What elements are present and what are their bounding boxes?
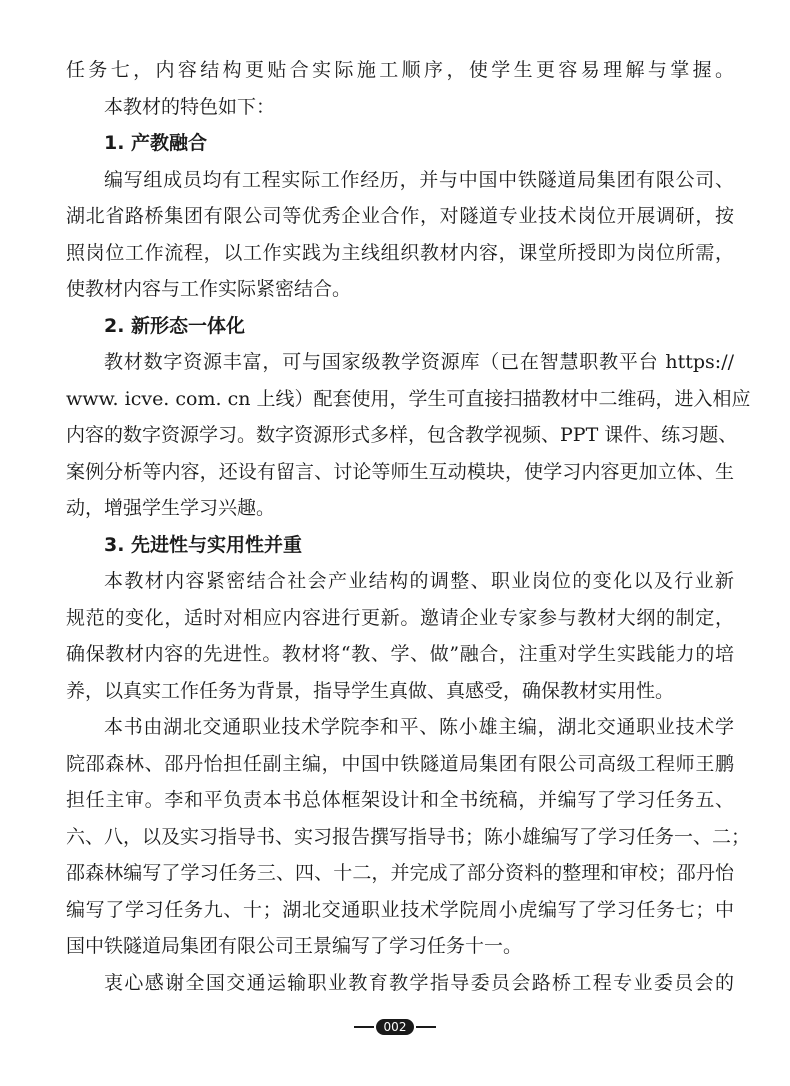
text-line: 内容的数字资源学习。数字资源形式多样，包含教学视频、PPT 课件、练习题、	[66, 424, 738, 446]
text-line: 国中铁隧道局集团有限公司王景编写了学习任务十一。	[66, 935, 523, 957]
text-line: 案例分析等内容，还设有留言、讨论等师生互动模块，使学习内容更加立体、生	[66, 460, 734, 483]
text-line: 规范的变化，适时对相应内容进行更新。邀请企业专家参与教材大纲的制定，	[66, 606, 734, 629]
text-line: 湖北省路桥集团有限公司等优秀企业合作，对隧道专业技术岗位开展调研，按	[66, 205, 734, 227]
text-line: 任务七，内容结构更贴合实际施工顺序，使学生更容易理解与掌握。	[66, 59, 734, 81]
section-heading-1: 1. 产教融合	[104, 132, 208, 154]
text-line: 本教材内容紧密结合社会产业结构的调整、职业岗位的变化以及行业新	[104, 570, 734, 592]
section-heading-3: 3. 先进性与实用性并重	[104, 533, 303, 556]
text-line: 动，增强学生学习兴趣。	[66, 497, 276, 519]
section-heading-2: 2. 新形态一体化	[104, 314, 246, 337]
text-line: 院邵森林、邵丹怡担任副主编，中国中铁隧道局集团有限公司高级工程师王鹏	[66, 752, 734, 775]
text-line: 衷心感谢全国交通运输职业教育教学指导委员会路桥工程专业委员会的	[104, 971, 734, 994]
text-line: 本书由湖北交通职业技术学院李和平、陈小雄主编，湖北交通职业技术学	[104, 716, 734, 738]
text-line: 编写了学习任务九、十；湖北交通职业技术学院周小虎编写了学习任务七；中	[66, 898, 734, 921]
text-line: 邵森林编写了学习任务三、四、十二，并完成了部分资料的整理和审校；邵丹怡	[66, 862, 734, 884]
text-line: 使教材内容与工作实际紧密结合。	[66, 278, 352, 300]
text-line: 六、八，以及实习指导书、实习报告撰写指导书；陈小雄编写了学习任务一、二；	[66, 825, 751, 848]
footer-rule-left	[354, 1026, 374, 1028]
text-line: 担任主审。李和平负责本书总体框架设计和全书统稿，并编写了学习任务五、	[66, 789, 734, 811]
text-line: 确保教材内容的先进性。教材将“教、学、做”融合，注重对学生实践能力的培	[66, 643, 734, 665]
footer-rule-right	[416, 1026, 436, 1028]
text-line: 本教材的特色如下：	[104, 95, 276, 118]
text-line: 养，以真实工作任务为背景，指导学生真做、真感受，确保教材实用性。	[66, 679, 675, 702]
page-footer	[0, 1016, 790, 1038]
text-line: 照岗位工作流程，以工作实践为主线组织教材内容，课堂所授即为岗位所需，	[66, 241, 734, 264]
text-line: www. icve. com. cn 上线）配套使用，学生可直接扫描教材中二维码，进入相应	[66, 387, 751, 410]
text-line: 教材数字资源丰富，可与国家级教学资源库（已在智慧职教平台 https://	[104, 351, 734, 373]
page-number: 002	[376, 1019, 415, 1035]
text-line: 编写组成员均有工程实际工作经历，并与中国中铁隧道局集团有限公司、	[104, 168, 734, 191]
page-body	[66, 52, 751, 1001]
